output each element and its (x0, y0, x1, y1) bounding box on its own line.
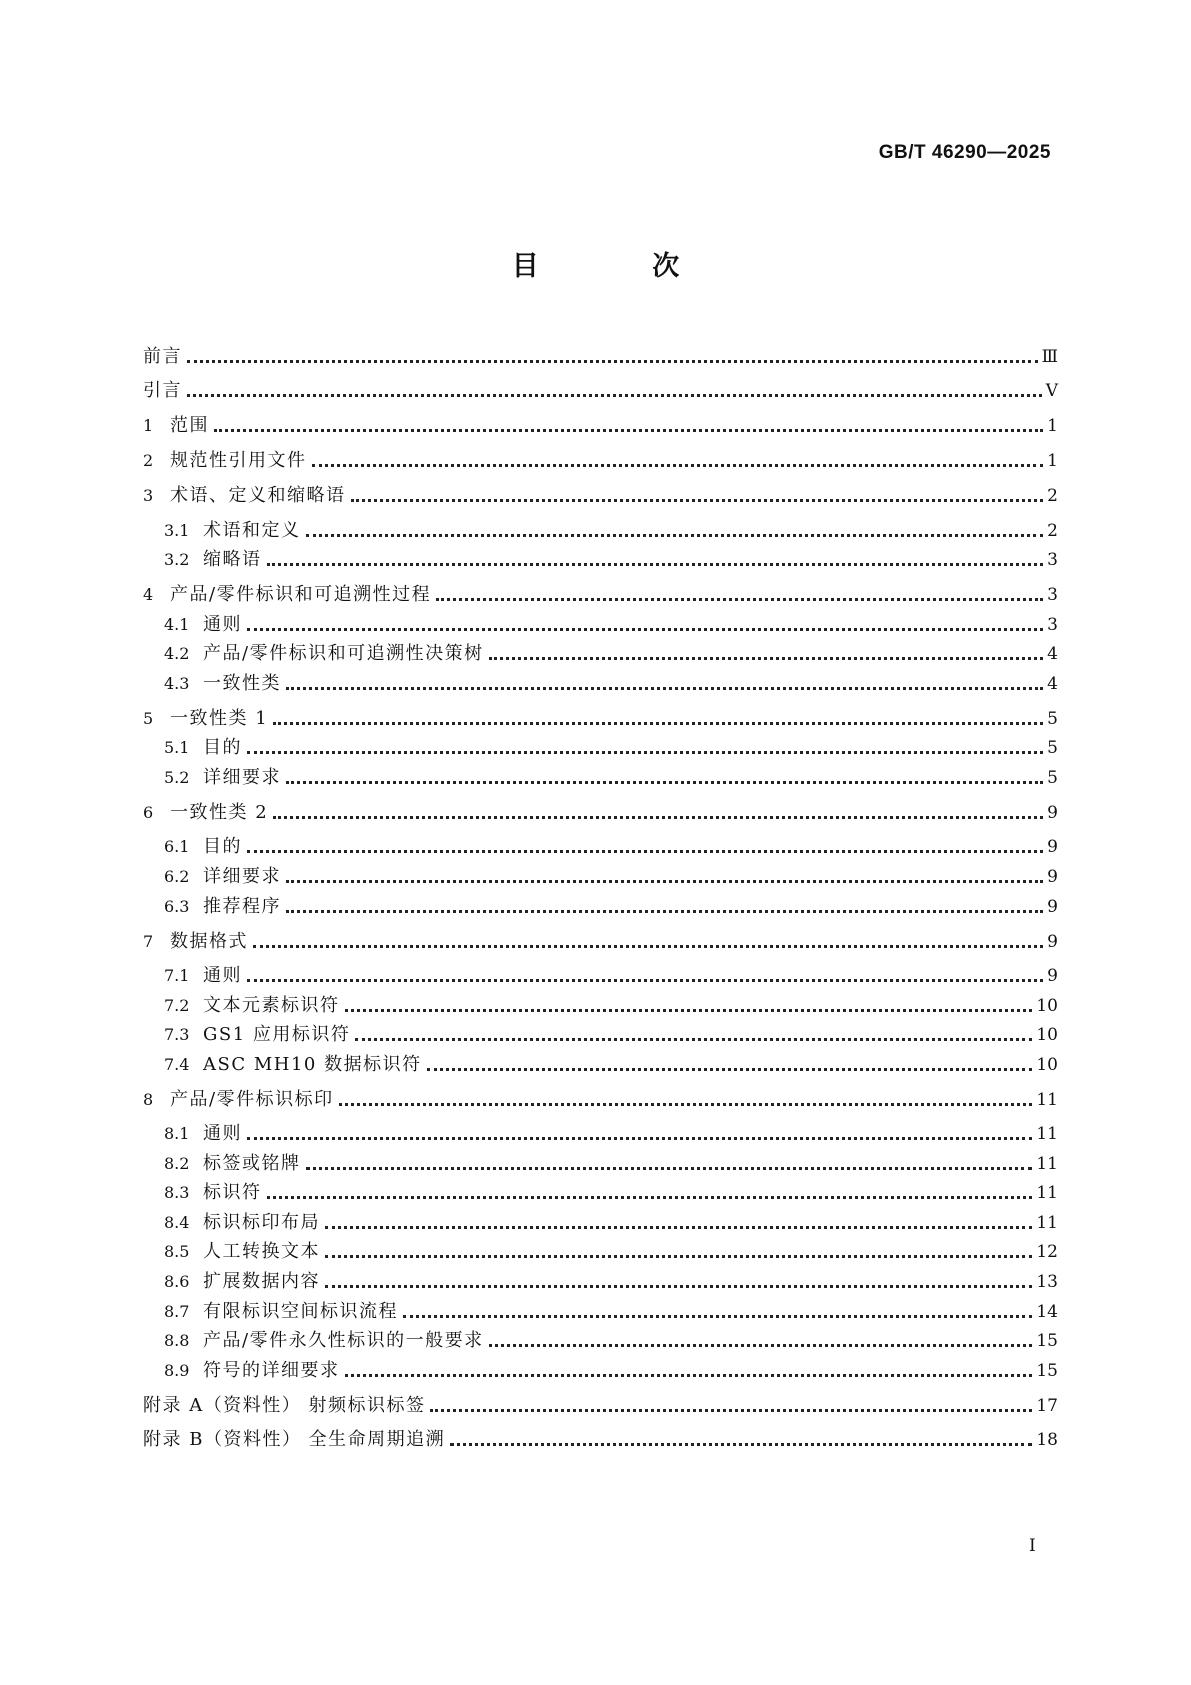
toc-entry[interactable] (164, 546, 1058, 574)
toc-entry-page: 9 (1047, 897, 1058, 917)
toc-entry-number: 7.3 (164, 1025, 190, 1044)
toc-entry-number: 8.9 (164, 1361, 190, 1380)
toc-dot-leader (306, 1150, 1033, 1178)
toc-entry[interactable] (143, 799, 1058, 827)
toc-entry-page: 11 (1036, 1154, 1058, 1174)
toc-entry-title: 标识符 (203, 1182, 262, 1203)
toc-entry-number: 5 (143, 709, 154, 728)
toc-entry[interactable] (164, 863, 1058, 891)
toc-entry[interactable] (164, 1298, 1058, 1326)
toc-entry-title: 产品/零件标识标印 (170, 1089, 334, 1110)
toc-entry[interactable] (164, 1150, 1058, 1178)
toc-entry-title: ASC MH10 数据标识符 (203, 1054, 422, 1075)
toc-entry[interactable] (143, 1426, 1058, 1454)
toc-entry-page: 3 (1047, 585, 1058, 605)
toc-dot-leader (427, 1051, 1033, 1079)
toc-dot-leader (450, 1426, 1032, 1454)
toc-entry-title: 产品/零件永久性标识的一般要求 (203, 1330, 484, 1351)
toc-dot-leader (286, 764, 1043, 792)
toc-entry[interactable] (164, 640, 1058, 668)
toc-entry-title: 有限标识空间标识流程 (203, 1301, 398, 1322)
toc-entry-page: 17 (1036, 1396, 1058, 1416)
toc-entry-title: 文本元素标识符 (203, 995, 340, 1016)
toc-entry[interactable] (164, 893, 1058, 921)
toc-entry-title: 推荐程序 (203, 896, 281, 917)
toc-entry-number: 4.2 (164, 644, 190, 663)
toc-entry-number: 3.1 (164, 521, 190, 540)
toc-entry-title: 附录 B（资料性） 全生命周期追溯 (143, 1429, 446, 1450)
toc-entry-page: 14 (1036, 1302, 1058, 1322)
toc-entry[interactable] (164, 1327, 1058, 1355)
toc-entry-title: 通则 (203, 614, 242, 635)
toc-dot-leader (214, 412, 1043, 440)
toc-entry-title: 标识标印布局 (203, 1212, 320, 1233)
toc-dot-leader (253, 928, 1043, 956)
toc-entry-page: 11 (1036, 1213, 1058, 1233)
toc-entry[interactable] (143, 482, 1058, 510)
toc-entry-title: 通则 (203, 965, 242, 986)
toc-entry-page: 2 (1047, 521, 1058, 541)
toc-dot-leader (489, 1327, 1033, 1355)
toc-entry-page: 11 (1036, 1183, 1058, 1203)
toc-dot-leader (187, 377, 1042, 405)
toc-entry-title: 扩展数据内容 (203, 1271, 320, 1292)
toc-entry-number: 6.2 (164, 867, 190, 886)
toc-entry-number: 7.4 (164, 1055, 190, 1074)
toc-entry-page: 3 (1047, 550, 1058, 570)
toc-entry[interactable] (143, 343, 1058, 371)
toc-dot-leader (312, 447, 1044, 475)
toc-dot-leader (286, 670, 1043, 698)
toc-entry[interactable] (143, 1086, 1058, 1114)
toc-entry-page: 9 (1047, 837, 1058, 857)
toc-dot-leader (286, 863, 1043, 891)
toc-entry-number: 7.2 (164, 996, 190, 1015)
toc-entry-title: 一致性类 (203, 673, 281, 694)
toc-entry-number: 5.2 (164, 768, 190, 787)
toc-entry-page: 1 (1047, 416, 1058, 436)
toc-entry[interactable] (164, 1051, 1058, 1079)
toc-entry-page: 4 (1047, 644, 1058, 664)
toc-entry-page: 5 (1047, 738, 1058, 758)
toc-entry-number: 8 (143, 1090, 154, 1109)
toc-dot-leader (247, 833, 1043, 861)
toc-entry[interactable] (164, 1021, 1058, 1049)
toc-dot-leader (187, 343, 1038, 371)
toc-dot-leader (306, 517, 1044, 545)
toc-entry-page: 15 (1036, 1331, 1058, 1351)
toc-entry[interactable] (164, 1120, 1058, 1148)
toc-entry-number: 6.1 (164, 837, 190, 856)
toc-entry-number: 8.6 (164, 1272, 190, 1291)
toc-entry[interactable] (164, 611, 1058, 639)
toc-entry-number: 8.2 (164, 1154, 190, 1173)
toc-dot-leader (267, 546, 1044, 574)
toc-dot-leader (325, 1209, 1032, 1237)
toc-entry[interactable] (143, 581, 1058, 609)
toc-dot-leader (403, 1298, 1032, 1326)
toc-entry-number: 4 (143, 585, 154, 604)
toc-entry[interactable] (164, 1268, 1058, 1296)
toc-entry-title: 附录 A（资料性） 射频标识标签 (143, 1395, 426, 1416)
toc-entry-page: 11 (1036, 1124, 1058, 1144)
toc-entry[interactable] (143, 1392, 1058, 1420)
toc-entry[interactable] (164, 833, 1058, 861)
toc-entry-title: 人工转换文本 (203, 1241, 320, 1262)
toc-dot-leader (351, 482, 1044, 510)
toc-entry-page: 9 (1047, 803, 1058, 823)
page-number: Ⅰ (1029, 1536, 1036, 1556)
toc-entry-page: 12 (1036, 1242, 1058, 1262)
toc-entry-number: 4.1 (164, 615, 190, 634)
toc-entry-title: GS1 应用标识符 (203, 1024, 351, 1045)
toc-dot-leader (247, 611, 1043, 639)
toc-entry-page: 18 (1036, 1430, 1058, 1450)
toc-entry[interactable] (164, 1209, 1058, 1237)
toc-entry-title: 术语、定义和缩略语 (170, 485, 346, 506)
toc-entry-title: 目的 (203, 836, 242, 857)
toc-entry[interactable] (143, 412, 1058, 440)
toc-entry-title: 数据格式 (170, 931, 248, 952)
toc-entry-page: 11 (1036, 1090, 1058, 1110)
toc-entry-page: 10 (1036, 1025, 1058, 1045)
toc-dot-leader (267, 1179, 1033, 1207)
toc-entry-page: Ⅲ (1041, 347, 1058, 367)
toc-entry-title: 详细要求 (203, 767, 281, 788)
page-title: 目 次 (511, 251, 732, 282)
toc-entry-number: 5.1 (164, 738, 190, 757)
toc-entry-title: 目的 (203, 737, 242, 758)
toc-entry-page: 13 (1036, 1272, 1058, 1292)
toc-entry[interactable] (164, 1238, 1058, 1266)
toc-entry-page: 9 (1047, 867, 1058, 887)
toc-entry-number: 8.4 (164, 1213, 190, 1232)
toc-entry-number: 8.3 (164, 1183, 190, 1202)
toc-entry-number: 8.8 (164, 1331, 190, 1350)
toc-entry-title: 缩略语 (203, 549, 262, 570)
toc-entry[interactable] (143, 377, 1058, 405)
toc-entry-page: 10 (1036, 1055, 1058, 1075)
toc-dot-leader (430, 1392, 1032, 1420)
toc-dot-leader (325, 1268, 1032, 1296)
toc-dot-leader (273, 705, 1043, 733)
toc-dot-leader (436, 581, 1043, 609)
toc-entry[interactable] (164, 962, 1058, 990)
toc-entry-number: 3.2 (164, 550, 190, 569)
toc-entry[interactable] (164, 1357, 1058, 1385)
toc-entry-title: 前言 (143, 346, 182, 367)
toc-dot-leader (339, 1086, 1033, 1114)
toc-entry-title: 规范性引用文件 (170, 450, 307, 471)
toc-entry-page: 4 (1047, 674, 1058, 694)
toc-dot-leader (489, 640, 1044, 668)
toc-entry-number: 8.5 (164, 1242, 190, 1261)
toc-entry[interactable] (143, 928, 1058, 956)
toc-entry-title: 详细要求 (203, 866, 281, 887)
toc-entry-number: 4.3 (164, 674, 190, 693)
toc-entry-title: 范围 (170, 415, 209, 436)
toc-entry-number: 2 (143, 451, 154, 470)
toc-entry-number: 1 (143, 416, 154, 435)
toc-dot-leader (247, 734, 1043, 762)
toc-entry[interactable] (143, 447, 1058, 475)
toc-dot-leader (247, 1120, 1032, 1148)
toc-entry-title: 引言 (143, 380, 182, 401)
toc-entry[interactable] (164, 1179, 1058, 1207)
toc-entry-page: 5 (1047, 709, 1058, 729)
toc-entry-page: 3 (1047, 615, 1058, 635)
toc-entry[interactable] (164, 992, 1058, 1020)
toc-entry-title: 标签或铭牌 (203, 1153, 301, 1174)
standard-code: GB/T 46290—2025 (878, 142, 1051, 163)
toc-entry[interactable] (164, 764, 1058, 792)
toc-entry-title: 产品/零件标识和可追溯性决策树 (203, 643, 484, 664)
toc-entry-page: 1 (1047, 451, 1058, 471)
toc-entry[interactable] (164, 670, 1058, 698)
toc-entry-title: 产品/零件标识和可追溯性过程 (170, 584, 432, 605)
toc-entry-number: 6.3 (164, 897, 190, 916)
toc-entry-number: 7 (143, 932, 154, 951)
toc-dot-leader (286, 893, 1043, 921)
toc-dot-leader (247, 962, 1043, 990)
toc-entry-number: 3 (143, 486, 154, 505)
toc-entry-title: 符号的详细要求 (203, 1360, 340, 1381)
toc-entry-page: 2 (1047, 486, 1058, 506)
toc-dot-leader (325, 1238, 1032, 1266)
toc-entry-number: 8.1 (164, 1124, 190, 1143)
toc-entry[interactable] (164, 517, 1058, 545)
toc-dot-leader (355, 1021, 1032, 1049)
toc-entry-page: 9 (1047, 966, 1058, 986)
toc-entry-page: 9 (1047, 932, 1058, 952)
toc-entry-page: 15 (1036, 1361, 1058, 1381)
toc-entry-title: 一致性类 2 (170, 802, 269, 823)
toc-entry-page: 5 (1047, 768, 1058, 788)
toc-entry-number: 7.1 (164, 966, 190, 985)
toc-dot-leader (345, 1357, 1033, 1385)
toc-dot-leader (345, 992, 1033, 1020)
toc-entry-number: 6 (143, 803, 154, 822)
toc-entry[interactable] (143, 705, 1058, 733)
toc-entry-number: 8.7 (164, 1302, 190, 1321)
toc-entry-page: Ⅴ (1045, 381, 1058, 401)
toc-entry[interactable] (164, 734, 1058, 762)
toc-entry-title: 术语和定义 (203, 520, 301, 541)
toc-entry-title: 通则 (203, 1123, 242, 1144)
toc-entry-page: 10 (1036, 996, 1058, 1016)
toc-dot-leader (273, 799, 1043, 827)
toc-entry-title: 一致性类 1 (170, 708, 269, 729)
